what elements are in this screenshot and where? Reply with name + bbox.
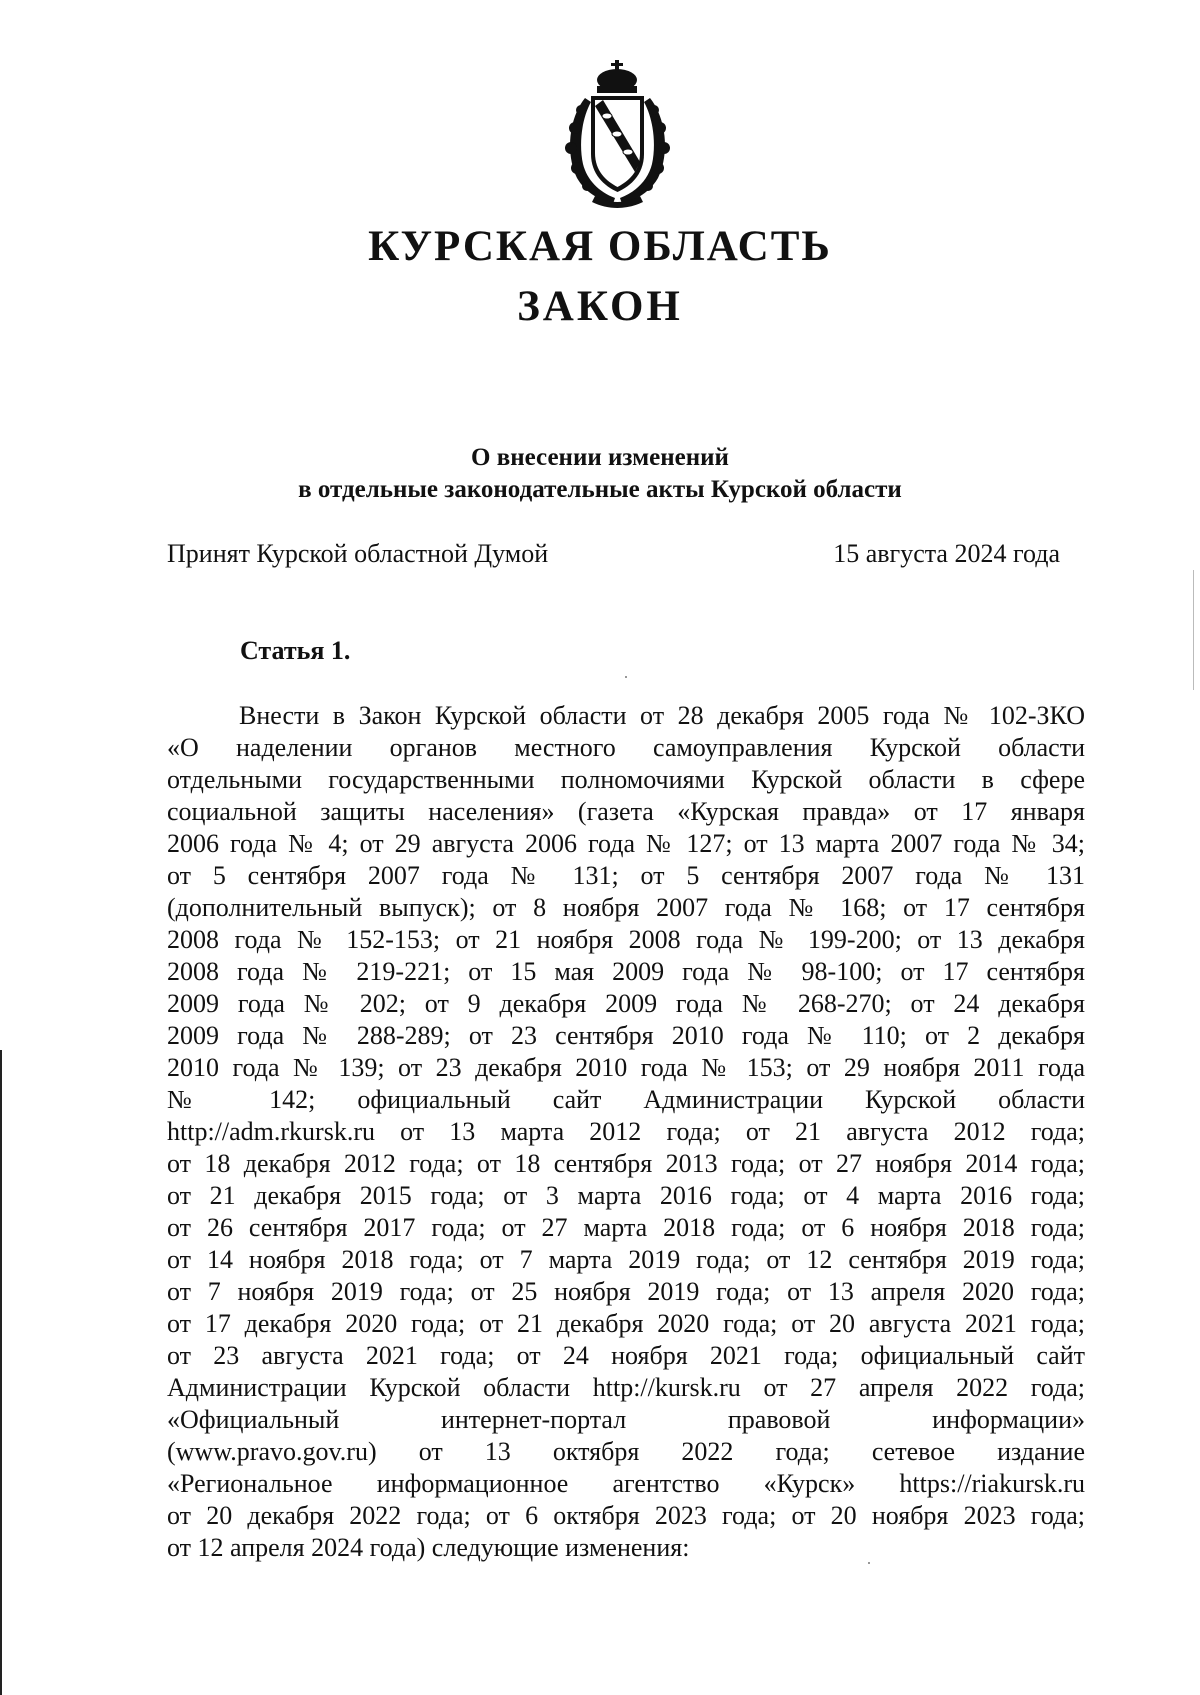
body-line: 2008 года № 152-153; от 21 ноября 2008 года № 199-200; от 13 декабря: [167, 925, 1085, 954]
law-title: [0, 442, 1200, 506]
scan-speck: [625, 676, 627, 678]
body-line: 2010 года № 139; от 23 декабря 2010 года № 153; от 29 ноября 2011 года: [167, 1053, 1085, 1082]
law-title-line: О внесении изменений: [471, 444, 729, 471]
body-line: (дополнительный выпуск); от 8 ноября 2007 года № 168; от 17 сентября: [167, 893, 1085, 922]
body-line: http://adm.rkursk.ru от 13 марта 2012 года; от 21 августа 2012 года;: [167, 1117, 1085, 1146]
kursk-coat-of-arms-icon: [555, 58, 690, 208]
body-line: от 26 сентября 2017 года; от 27 марта 2018 года; от 6 ноября 2018 года;: [167, 1213, 1085, 1242]
body-line: «О наделении органов местного самоуправления Курской области: [167, 733, 1085, 762]
scan-edge-line: [0, 1050, 2, 1695]
body-line: (www.pravo.gov.ru) от 13 октября 2022 года; сетевое издание: [167, 1437, 1085, 1466]
body-line: 2009 года № 288-289; от 23 сентября 2010 года № 110; от 2 декабря: [167, 1021, 1085, 1050]
body-line: Внести в Закон Курской области от 28 декабря 2005 года № 102-ЗКО: [239, 701, 1085, 730]
article-heading: Статья 1.: [240, 636, 351, 665]
scan-speck: [868, 1562, 870, 1564]
adopted-by: Принят Курской областной Думой: [167, 539, 549, 568]
body-line: от 5 сентября 2007 года № 131; от 5 сентября 2007 года № 131: [167, 861, 1085, 890]
body-line: 2006 года № 4; от 29 августа 2006 года № 127; от 13 марта 2007 года № 34;: [167, 829, 1085, 858]
body-line: от 17 декабря 2020 года; от 21 декабря 2020 года; от 20 августа 2021 года;: [167, 1309, 1085, 1338]
body-line: от 7 ноября 2019 года; от 25 ноября 2019 года; от 13 апреля 2020 года;: [167, 1277, 1085, 1306]
body-line: № 142; официальный сайт Администрации Курской области: [167, 1085, 1085, 1114]
region-title: КУРСКАЯ ОБЛАСТЬ: [368, 223, 832, 270]
body-line: Администрации Курской области http://kursk.ru от 27 апреля 2022 года;: [167, 1373, 1085, 1402]
law-title-line: в отдельные законодательные акты Курской области: [298, 476, 902, 503]
body-line: отдельными государственными полномочиями Курской области в сфере: [167, 765, 1085, 794]
body-line: 2008 года № 219-221; от 15 мая 2009 года № 98-100; от 17 сентября: [167, 957, 1085, 986]
body-line: «Официальный интернет-портал правовой информации»: [167, 1405, 1085, 1434]
body-line: 2009 года № 202; от 9 декабря 2009 года № 268-270; от 24 декабря: [167, 989, 1085, 1018]
article-body: [167, 700, 1085, 1564]
body-line: от 23 августа 2021 года; от 24 ноября 2021 года; официальный сайт: [167, 1341, 1085, 1370]
body-line: от 21 декабря 2015 года; от 3 марта 2016 года; от 4 марта 2016 года;: [167, 1181, 1085, 1210]
body-line: от 20 декабря 2022 года; от 6 октября 2023 года; от 20 ноября 2023 года;: [167, 1501, 1085, 1530]
scan-edge-line: [1193, 570, 1194, 690]
body-line: социальной защиты населения» (газета «Курская правда» от 17 января: [167, 797, 1085, 826]
body-line: «Региональное информационное агентство «Курск» https://riakursk.ru: [167, 1469, 1085, 1498]
body-line: от 12 апреля 2024 года) следующие изменения:: [167, 1533, 690, 1562]
adoption-date: 15 августа 2024 года: [833, 539, 1060, 568]
body-line: от 18 декабря 2012 года; от 18 сентября 2013 года; от 27 ноября 2014 года;: [167, 1149, 1085, 1178]
document-type: ЗАКОН: [517, 283, 683, 330]
body-line: от 14 ноября 2018 года; от 7 марта 2019 года; от 12 сентября 2019 года;: [167, 1245, 1085, 1274]
